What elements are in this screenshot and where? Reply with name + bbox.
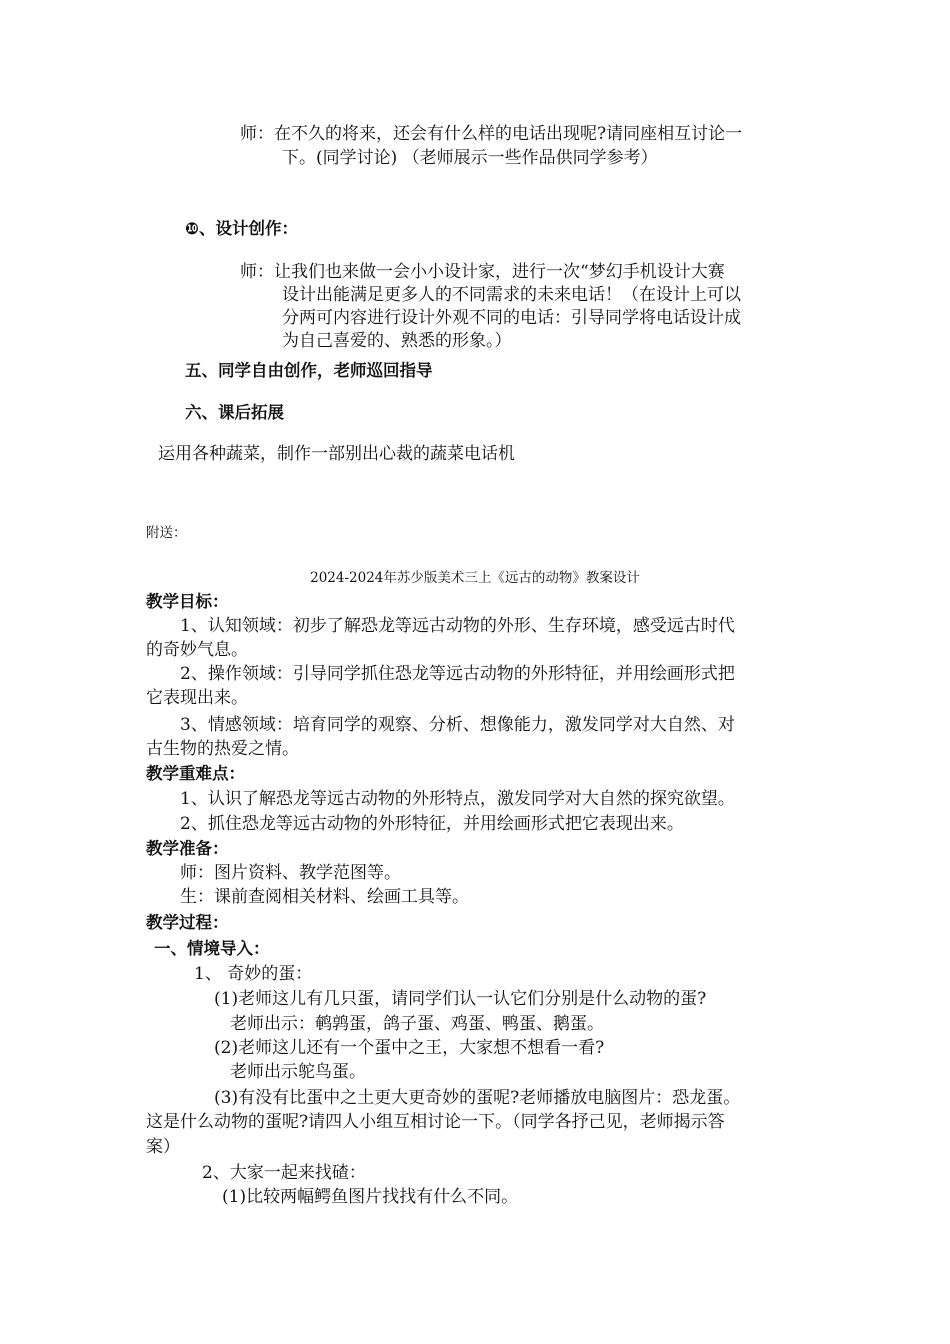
design-line-2: 设计出能满足更多人的不同需求的未来电话！（在设计上可以: [282, 285, 741, 305]
appendix-label: 附送：: [146, 525, 187, 541]
preparation-student: 生：课前查阅相关材料、绘画工具等。: [180, 887, 469, 907]
goal-3-line-a: 3、情感领域：培育同学的观察、分析、想像能力，激发同学对大自然、对: [180, 715, 735, 735]
goals-heading: 教学目标：: [146, 592, 229, 611]
egg-step-2: (2)老师这儿还有一个蛋中之王，大家想不想看一看?: [214, 1038, 605, 1058]
key-point-1: 1、认识了解恐龙等远古动物的外形特点，激发同学对大自然的探究欲望。: [180, 789, 735, 809]
egg-step-3-line-a: (3)有没有比蛋中之土更大更奇妙的蛋呢?老师播放电脑图片：恐龙蛋。: [214, 1088, 741, 1108]
goal-1-line-a: 1、认知领域：初步了解恐龙等远古动物的外形、生存环境，感受远古时代: [180, 616, 735, 636]
design-line-3: 分两可内容进行设计外观不同的电话：引导同学将电话设计成: [282, 308, 741, 328]
section-6-body: 运用各种蔬菜，制作一部别出心裁的蔬菜电话机: [158, 444, 515, 464]
egg-step-1: (1)老师这儿有几只蛋，请同学们认一认它们分别是什么动物的蛋?: [214, 989, 707, 1009]
intro-heading: 一、情境导入：: [154, 939, 270, 958]
key-point-2: 2、抓住恐龙等远古动物的外形特征，并用绘画形式把它表现出来。: [180, 814, 684, 834]
section-4-heading: [185, 217, 298, 241]
preparation-heading: 教学准备：: [146, 839, 229, 858]
egg-step-1-show: 老师出示：鹌鹑蛋，鸽子蛋、鸡蛋、鸭蛋、鹅蛋。: [230, 1014, 604, 1034]
key-points-heading: 教学重难点：: [146, 764, 245, 783]
find-difference-step-1: (1)比较两幅鳄鱼图片找找有什么不同。: [222, 1187, 519, 1207]
design-line-1: 师：让我们也来做一会小小设计家，进行一次“梦幻手机设计大赛: [240, 262, 725, 282]
preparation-teacher: 师：图片资料、教学范图等。: [180, 863, 401, 883]
goal-2-line-b: 它表现出来。: [146, 688, 248, 708]
section-number-glyph: ❿: [185, 219, 199, 238]
design-line-4: 为自己喜爱的、熟悉的形象。）: [282, 331, 512, 351]
teacher-question-line-2: 下。(同学讨论) （老师展示一些作品供同学参考）: [282, 148, 658, 168]
teacher-question-line-1: 师：在不久的将来，还会有什么样的电话出现呢?请同座相互讨论一: [240, 124, 743, 144]
section-6-heading: 六、课后拓展: [185, 403, 284, 422]
goal-3-line-b: 古生物的热爱之情。: [146, 739, 299, 759]
appendix-doc-title: 2024-2024年苏少版美术三上《远古的动物》教案设计: [310, 570, 640, 586]
goal-2-line-a: 2、操作领域：引导同学抓住恐龙等远古动物的外形特征，并用绘画形式把: [180, 664, 735, 684]
egg-subheading: 1、 奇妙的蛋：: [194, 964, 313, 984]
egg-step-2-show: 老师出示鸵鸟蛋。: [230, 1062, 366, 1082]
section-4-title: 、设计创作：: [198, 219, 298, 238]
egg-step-3-line-b: 这是什么动物的蛋呢?请四人小组互相讨论一下。（同学各抒己见，老师揭示答: [146, 1112, 725, 1132]
find-difference-subheading: 2、大家一起来找碴：: [202, 1163, 366, 1183]
section-5-heading: 五、同学自由创作，老师巡回指导: [185, 361, 433, 380]
goal-1-line-b: 的奇妙气息。: [146, 640, 248, 660]
process-heading: 教学过程：: [146, 913, 229, 932]
egg-step-3-line-c: 案）: [146, 1137, 180, 1157]
